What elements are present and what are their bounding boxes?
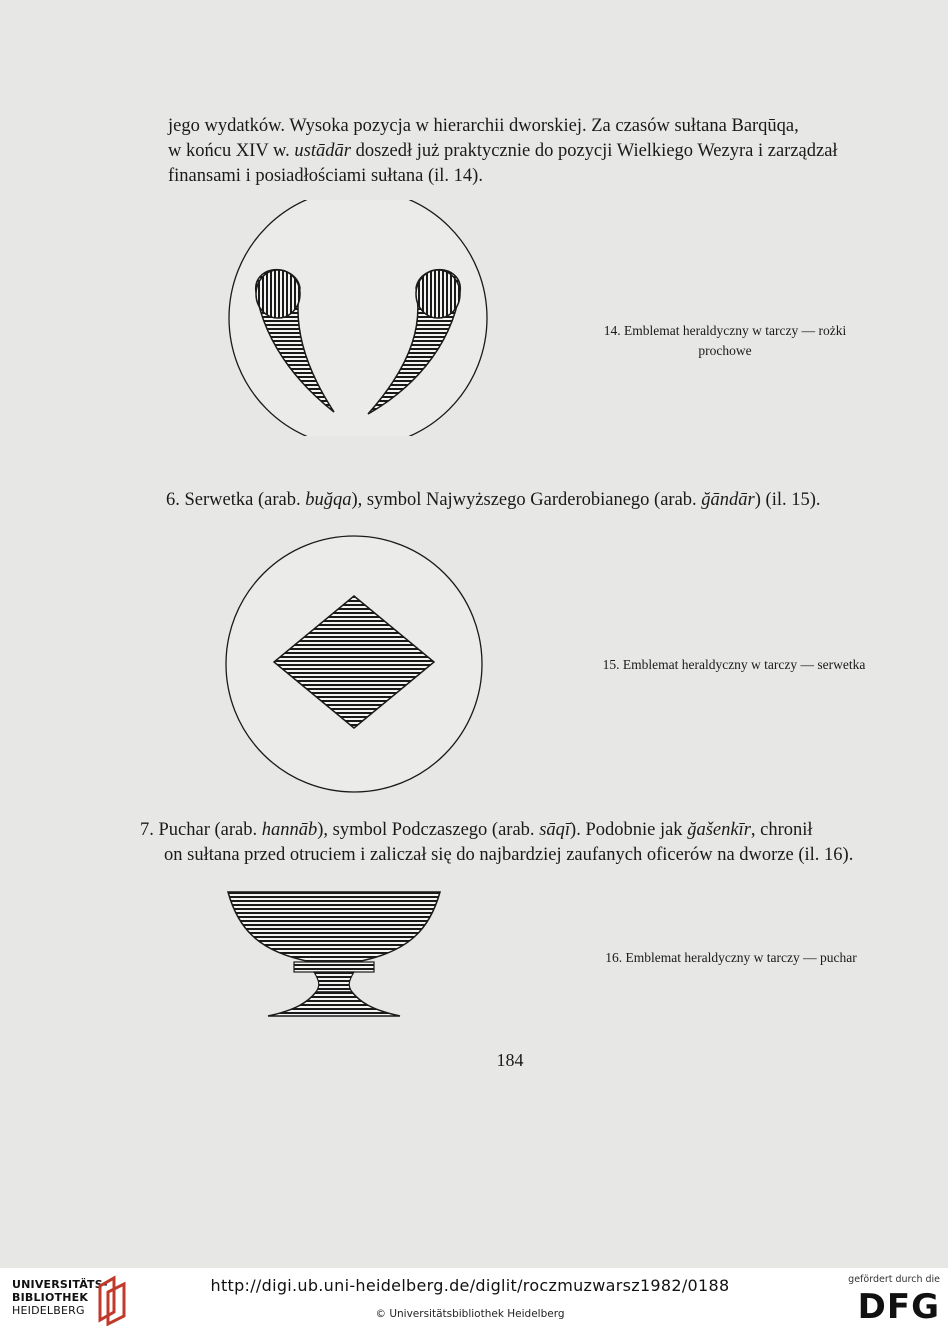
emblem-powder-horns xyxy=(226,200,490,436)
para3-text-a: 7. Puchar (arab. xyxy=(140,820,262,840)
para1-line2a: w końcu XIV w. xyxy=(168,141,295,161)
para1-line1: jego wydatków. Wysoka pozycja w hierarchii dworskiej. Za czasów sułtana Barqūqa, xyxy=(168,116,799,136)
emblem-cup xyxy=(224,888,444,1024)
para2-text-b: ), symbol Najwyższego Garderobianego (arab. xyxy=(351,490,702,510)
para2-text-a: 6. Serwetka (arab. xyxy=(166,490,306,510)
term-saqi: sāqī xyxy=(539,820,571,840)
term-hannab: hannāb xyxy=(261,820,318,840)
caption-fig15: 15. Emblemat heraldyczny w tarczy — serwetka xyxy=(602,657,866,672)
viewer-footer xyxy=(0,1268,948,1332)
caption-fig14 xyxy=(560,321,890,361)
library-line2: BIBLIOTHEK xyxy=(12,1291,89,1304)
caption-fig16: 16. Emblemat heraldyczny w tarczy — puchar xyxy=(605,950,857,965)
para1-line2b: doszedł już praktycznie do pozycji Wielkiego Wezyra i zarządzał xyxy=(350,141,838,161)
dfg-logo: DFG xyxy=(857,1287,940,1327)
term-bugqa: buğqa xyxy=(305,490,352,510)
caption14-line2: prochowe xyxy=(698,343,752,358)
term-gasenkir: ğašenkīr xyxy=(687,820,751,840)
copyright-notice: © Universitätsbibliothek Heidelberg xyxy=(375,1308,565,1320)
library-line3: HEIDELBERG xyxy=(12,1304,85,1317)
para2-text-c: ) (il. 15). xyxy=(754,490,821,510)
para1-line3: finansami i posiadłościami sułtana (il. 14). xyxy=(168,166,483,186)
paragraph-serwetka xyxy=(140,488,936,513)
term-ustadar: ustādār xyxy=(294,141,351,161)
page-number: 184 xyxy=(496,1050,524,1070)
library-logo-icon xyxy=(96,1274,130,1326)
paragraph-ustadar xyxy=(168,114,912,189)
sponsor-text: gefördert durch die xyxy=(848,1274,940,1285)
para3-text-b: ), symbol Podczaszego (arab. xyxy=(317,820,540,840)
para3-text-d: , chronił xyxy=(750,820,813,840)
library-name xyxy=(12,1278,108,1317)
caption14-line1: 14. Emblemat heraldyczny w tarczy — rożki xyxy=(603,323,847,338)
para3-line2: on sułtana przed otruciem i zaliczał się do najbardziej zaufanych oficerów na dworze (il. 16). xyxy=(164,845,854,865)
para3-text-c: ). Podobnie jak xyxy=(570,820,688,840)
permalink-url[interactable]: http://digi.ub.uni-heidelberg.de/diglit/roczmuzwarsz1982/0188 xyxy=(210,1276,730,1295)
paragraph-puchar xyxy=(140,818,910,868)
term-gandar: ğāndār xyxy=(701,490,755,510)
emblem-napkin xyxy=(222,532,486,796)
library-line1: UNIVERSITÄTS- xyxy=(12,1278,108,1291)
